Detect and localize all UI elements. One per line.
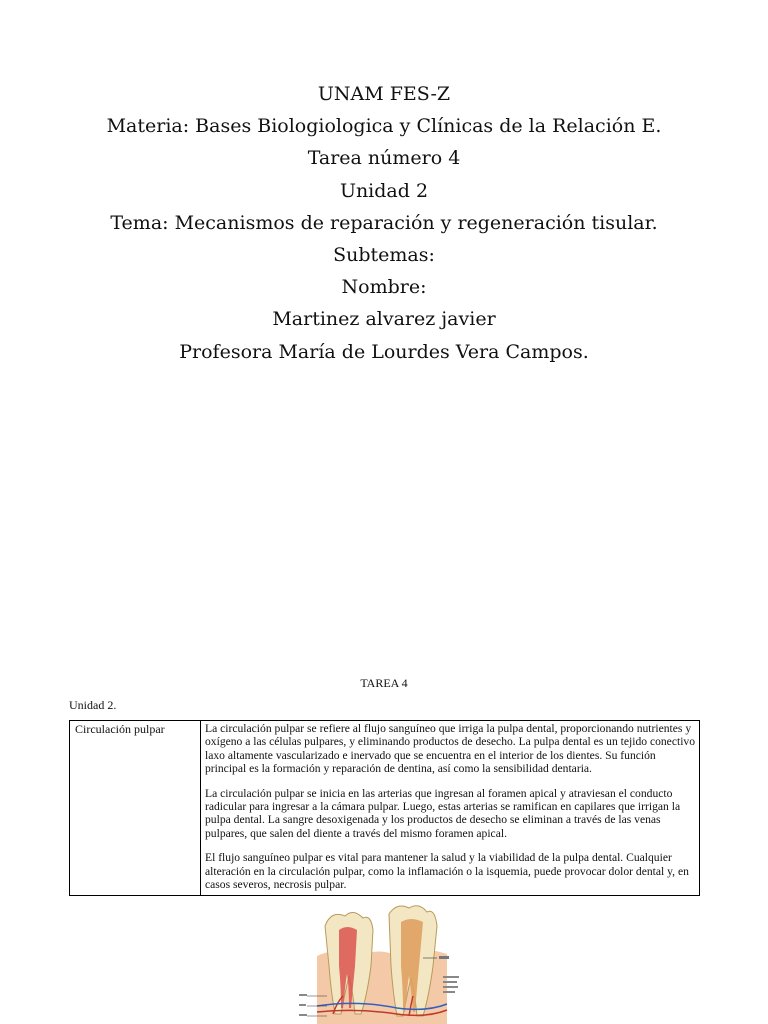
- cover-name-label: Nombre:: [341, 276, 427, 299]
- cover-professor: Profesora María de Lourdes Vera Campos.: [179, 340, 589, 363]
- cover-subtopics: Subtemas:: [333, 244, 435, 267]
- cover-page: [0, 78, 768, 368]
- table-term-cell: Circulación pulpar: [70, 721, 201, 895]
- cover-institution: UNAM FES-Z: [317, 83, 451, 105]
- cover-topic: Tema: Mecanismos de reparación y regeneración tisular.: [110, 211, 658, 234]
- label-mark-4: [443, 986, 458, 988]
- tooth-diagram-svg: [297, 896, 470, 1024]
- description-paragraph-3: El flujo sanguíneo pulpar es vital para mantener la salud y la viabilidad de la pulpa dental. Cualquier alteración en la circulación pulpar, como la inflamación o la isquemia, puede provocar dolor dental y, en casos severos, necrosis pulpar.: [205, 851, 689, 892]
- section-heading: TAREA 4: [360, 676, 408, 690]
- cover-assignment: Tarea número 4: [307, 147, 461, 170]
- description-paragraph-2: La circulación pulpar se inicia en las arterias que ingresan al foramen apical y atraviesan el conducto radicular para ingresar a la cámara pulpar. Luego, estas arterias se ramifican en capilares que irrigan la pulpa dental. La sangre desoxigenada y los productos de desecho se eliminan a través de las venas pulpares, que salen del diente a través del mismo foramen apical.: [205, 786, 681, 840]
- tooth-circulation-illustration: [297, 896, 470, 1024]
- content-table: [69, 720, 700, 896]
- table-description-cell: [201, 721, 699, 895]
- label-mark-6: [299, 994, 307, 996]
- label-mark-8: [299, 1014, 307, 1016]
- label-mark-5: [443, 991, 455, 993]
- label-mark-7: [299, 1004, 306, 1006]
- label-mark-3: [443, 981, 457, 983]
- label-mark-1: [439, 956, 449, 959]
- unit-label: Unidad 2.: [69, 698, 117, 712]
- cover-student-name: Martinez alvarez javier: [272, 308, 496, 331]
- cover-unit: Unidad 2: [339, 179, 429, 202]
- label-mark-2: [443, 976, 459, 978]
- cover-subject: Materia: Bases Biologiologica y Clínicas de la Relación E.: [106, 115, 662, 138]
- description-paragraph-1: La circulación pulpar se refiere al flujo sanguíneo que irriga la pulpa dental, proporcionando nutrientes y oxígeno a las células pulpares, y eliminando productos de desecho. La pulpa dental es un tejido conectivo laxo altamente vascularizado e inervado que se encuentra en el interior de los dientes. Su función principal es la formación y reparación de dentina, así como la sensibilidad dentaria.: [205, 722, 696, 776]
